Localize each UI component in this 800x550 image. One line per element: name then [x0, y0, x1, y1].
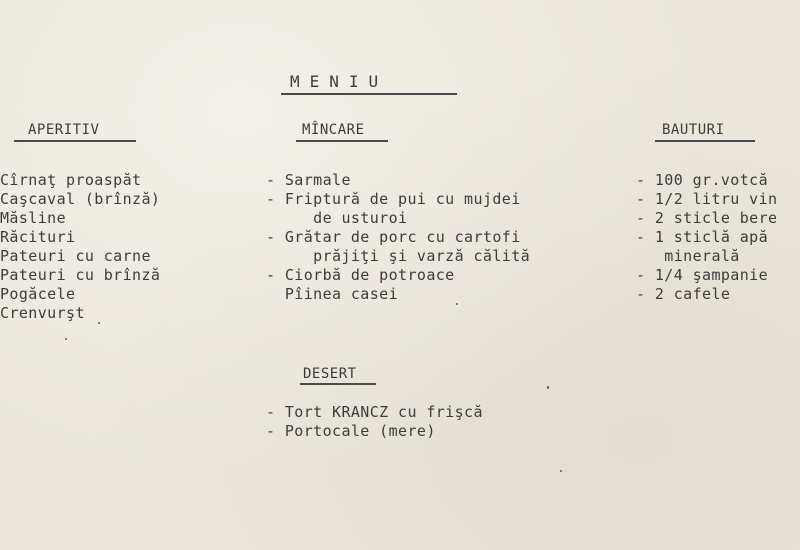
list-item: - 1/2 litru vin: [636, 190, 778, 208]
paper-speck: [560, 470, 562, 472]
list-item: Crenvurşt: [0, 304, 85, 322]
list-item: - 2 sticle bere: [636, 209, 778, 227]
list-item: minerală: [636, 247, 740, 265]
list-item: Răcituri: [0, 228, 76, 246]
list-item: prăjiţi şi varză călită: [266, 247, 531, 265]
desert-heading: DESERT: [303, 366, 357, 382]
desert-list: [266, 403, 483, 441]
list-item: - Ciorbă de potroace: [266, 266, 455, 284]
list-item: - Tort KRANCZ cu frişcă: [266, 403, 483, 421]
list-item: Pateuri cu carne: [0, 247, 151, 265]
mincare-list: [266, 171, 530, 304]
menu-title: MENIU: [290, 72, 389, 91]
paper-speck: [65, 338, 67, 340]
list-item: - Sarmale: [266, 171, 351, 189]
list-item: - Grătar de porc cu cartofi: [266, 228, 521, 246]
list-item: - Portocale (mere): [266, 422, 436, 440]
list-item: - 100 gr.votcă: [636, 171, 769, 189]
paper-speck: [456, 303, 458, 305]
menu-title-underline: [281, 93, 457, 95]
paper-speck: [98, 322, 100, 324]
bauturi-heading-underline: [655, 140, 755, 142]
bauturi-list: [636, 171, 777, 304]
list-item: Cîrnaţ proaspăt: [0, 171, 142, 189]
list-item: de usturoi: [266, 209, 408, 227]
list-item: Măsline: [0, 209, 67, 227]
aperitiv-heading: APERITIV: [28, 122, 100, 138]
desert-heading-underline: [300, 383, 376, 385]
list-item: - 1 sticlă apă: [636, 228, 769, 246]
list-item: - Friptură de pui cu mujdei: [266, 190, 521, 208]
mincare-heading-underline: [296, 140, 388, 142]
aperitiv-list: [0, 171, 160, 323]
mincare-heading: MÎNCARE: [302, 122, 365, 138]
list-item: Pogăcele: [0, 285, 76, 303]
list-item: Pateuri cu brînză: [0, 266, 161, 284]
list-item: Caşcaval (brînză): [0, 190, 161, 208]
list-item: - 2 cafele: [636, 285, 731, 303]
aperitiv-heading-underline: [14, 140, 136, 142]
bauturi-heading: BAUTURI: [662, 122, 725, 138]
list-item: Pîinea casei: [266, 285, 399, 303]
list-item: - 1/4 şampanie: [636, 266, 769, 284]
paper-speck: [547, 386, 549, 389]
